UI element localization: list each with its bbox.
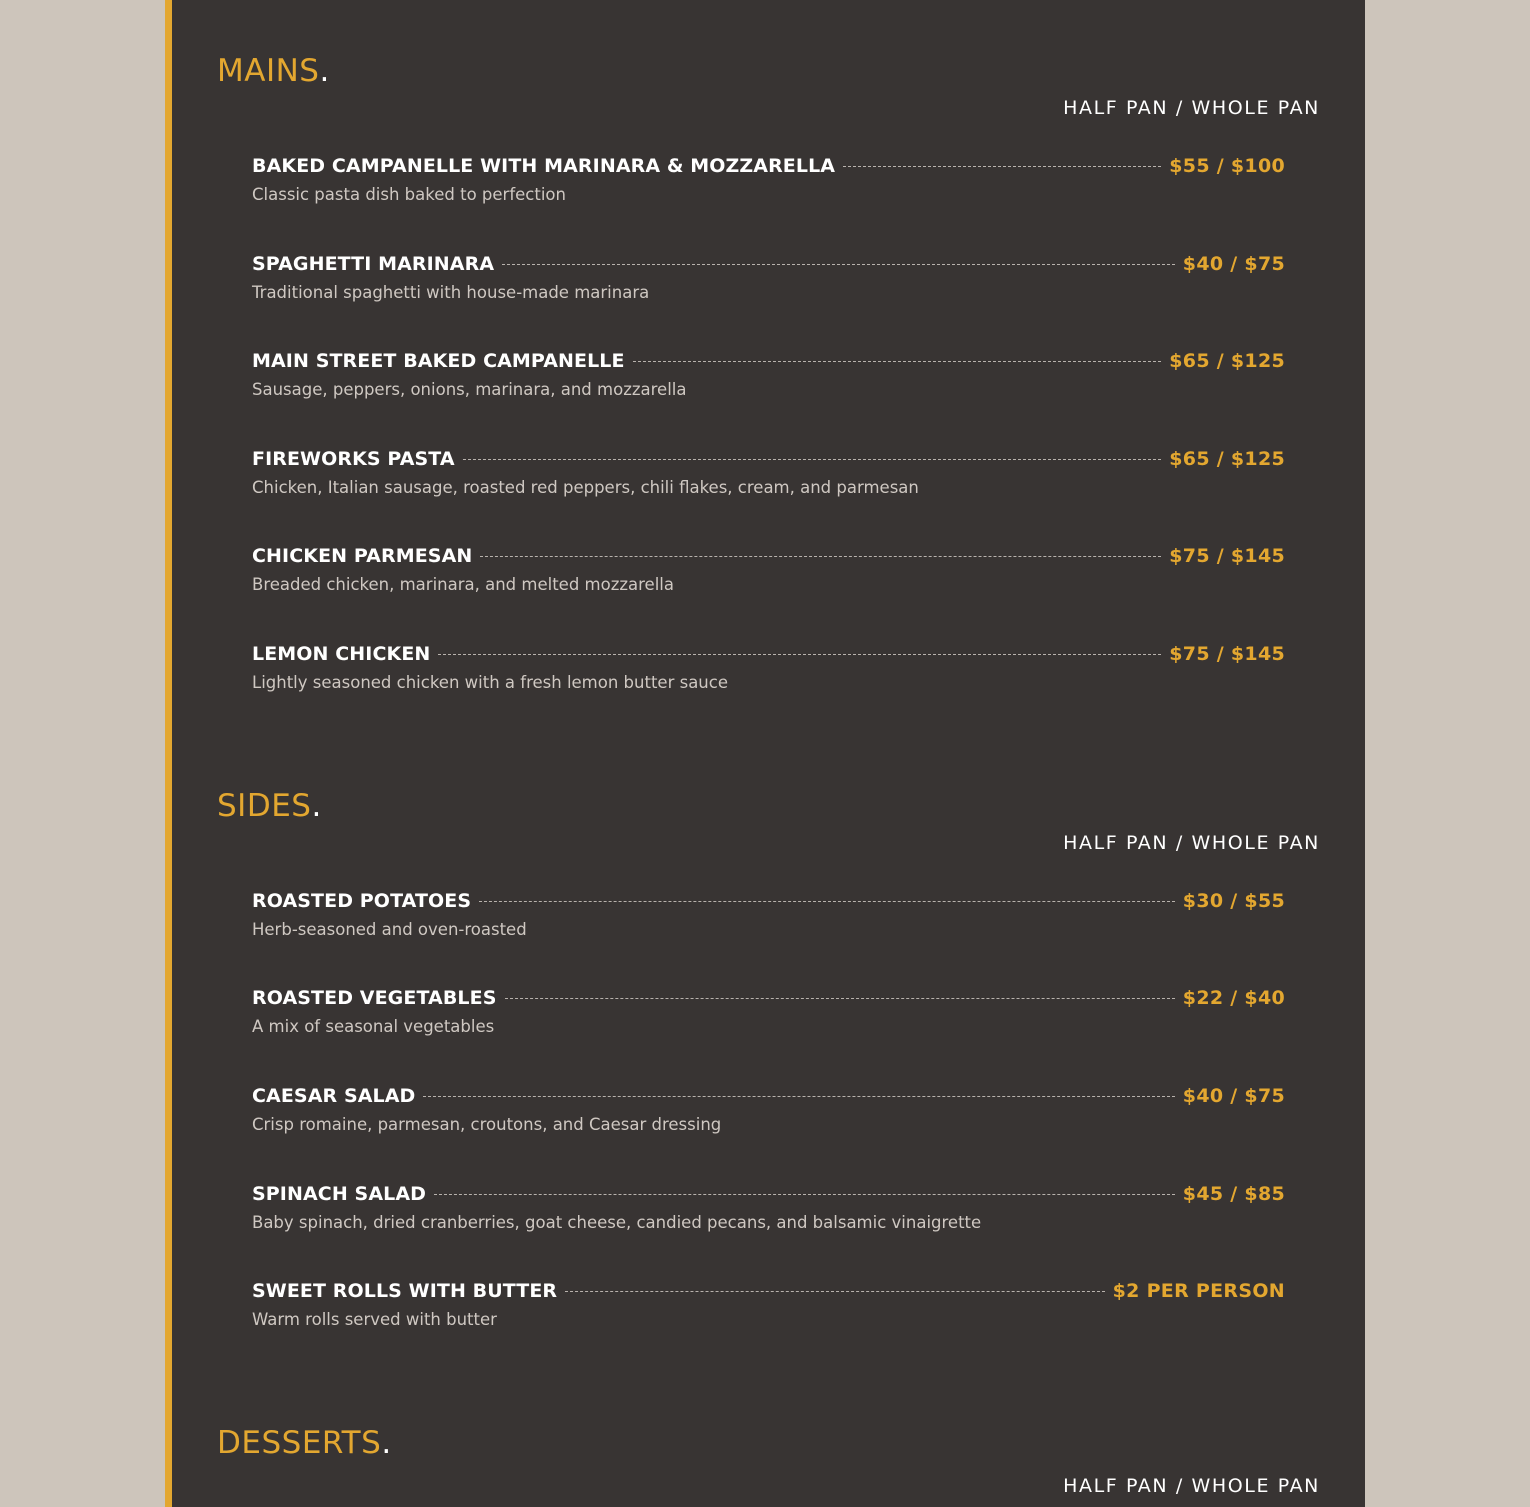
menu-item-price: $45 / $85 — [1182, 1183, 1285, 1205]
menu-item-description: Classic pasta dish baked to perfection — [252, 185, 566, 204]
menu-item-row — [252, 250, 1285, 278]
dotted-leader — [438, 654, 1161, 655]
menu-item-description: Herb-seasoned and oven-roasted — [252, 920, 527, 939]
menu-item-description: Crisp romaine, parmesan, croutons, and Caesar dressing — [252, 1115, 722, 1134]
menu-item-description: Warm rolls served with butter — [252, 1310, 497, 1329]
dotted-leader — [502, 264, 1175, 265]
menu-item — [252, 887, 1285, 941]
menu-item-price: $75 / $145 — [1169, 545, 1285, 567]
section-title-dot: . — [381, 1425, 392, 1461]
menu-item-price: $65 / $125 — [1169, 350, 1285, 372]
menu-item-row — [252, 1082, 1285, 1110]
menu-item-name: ROASTED VEGETABLES — [252, 987, 497, 1009]
menu-item-row — [252, 152, 1285, 180]
menu-item-price: $65 / $125 — [1169, 448, 1285, 470]
menu-item-name: BAKED CAMPANELLE WITH MARINARA & MOZZARELLA — [252, 155, 836, 177]
section-title — [217, 1423, 392, 1463]
menu-item-price: $55 / $100 — [1169, 155, 1285, 177]
menu-item — [252, 152, 1285, 206]
menu-item — [252, 1277, 1285, 1331]
section-title-text: MAINS — [217, 53, 320, 89]
pan-size-header: HALF PAN / WHOLE PAN — [1063, 97, 1320, 119]
menu-item-name: LEMON CHICKEN — [252, 643, 431, 665]
menu-item-name: SPINACH SALAD — [252, 1183, 427, 1205]
menu-item-name: CHICKEN PARMESAN — [252, 545, 473, 567]
dotted-leader — [633, 361, 1162, 362]
dotted-leader — [463, 459, 1162, 460]
menu-item — [252, 445, 1285, 499]
menu-item-row — [252, 1277, 1285, 1305]
dotted-leader — [480, 556, 1161, 557]
menu-item-row — [252, 984, 1285, 1012]
menu-item-description: Traditional spaghetti with house-made marinara — [252, 283, 650, 302]
menu-item-price: $22 / $40 — [1182, 987, 1285, 1009]
menu-item-price: $30 / $55 — [1182, 890, 1285, 912]
dotted-leader — [434, 1194, 1175, 1195]
menu-item — [252, 984, 1285, 1038]
menu-item — [252, 542, 1285, 596]
menu-item-name: FIREWORKS PASTA — [252, 448, 455, 470]
menu-item-row — [252, 347, 1285, 375]
menu-item-price: $40 / $75 — [1182, 253, 1285, 275]
menu-item-name: CAESAR SALAD — [252, 1085, 416, 1107]
section-title-text: DESSERTS — [217, 1425, 382, 1461]
menu-panel — [165, 0, 1365, 1507]
section-title-dot: . — [311, 788, 322, 824]
menu-item-name: SPAGHETTI MARINARA — [252, 253, 495, 275]
menu-item — [252, 1180, 1285, 1234]
menu-item-row — [252, 1180, 1285, 1208]
menu-item — [252, 640, 1285, 694]
menu-item — [252, 250, 1285, 304]
pan-size-header: HALF PAN / WHOLE PAN — [1063, 1475, 1320, 1497]
menu-item-description: A mix of seasonal vegetables — [252, 1017, 495, 1036]
menu-item — [252, 1082, 1285, 1136]
menu-item-row — [252, 640, 1285, 668]
dotted-leader — [565, 1291, 1104, 1292]
dotted-leader — [423, 1096, 1174, 1097]
menu-item-row — [252, 887, 1285, 915]
dotted-leader — [479, 901, 1175, 902]
menu-item-description: Baby spinach, dried cranberries, goat cheese, candied pecans, and balsamic vinaigrette — [252, 1213, 982, 1232]
pan-size-header: HALF PAN / WHOLE PAN — [1063, 832, 1320, 854]
menu-item-row — [252, 445, 1285, 473]
menu-item-description: Lightly seasoned chicken with a fresh lemon butter sauce — [252, 673, 728, 692]
menu-item-price: $40 / $75 — [1182, 1085, 1285, 1107]
menu-item-name: MAIN STREET BAKED CAMPANELLE — [252, 350, 625, 372]
section-title — [217, 51, 330, 91]
menu-item-price: $2 PER PERSON — [1112, 1280, 1285, 1302]
menu-item-row — [252, 542, 1285, 570]
menu-item — [252, 347, 1285, 401]
section-title-dot: . — [319, 53, 330, 89]
dotted-leader — [505, 998, 1175, 999]
menu-item-description: Breaded chicken, marinara, and melted mozzarella — [252, 575, 674, 594]
menu-item-name: ROASTED POTATOES — [252, 890, 472, 912]
menu-item-description: Sausage, peppers, onions, marinara, and mozzarella — [252, 380, 687, 399]
section-title-text: SIDES — [217, 788, 312, 824]
section-title — [217, 786, 322, 826]
menu-item-price: $75 / $145 — [1169, 643, 1285, 665]
menu-item-name: SWEET ROLLS WITH BUTTER — [252, 1280, 558, 1302]
menu-item-description: Chicken, Italian sausage, roasted red peppers, chili flakes, cream, and parmesan — [252, 478, 919, 497]
dotted-leader — [843, 166, 1161, 167]
